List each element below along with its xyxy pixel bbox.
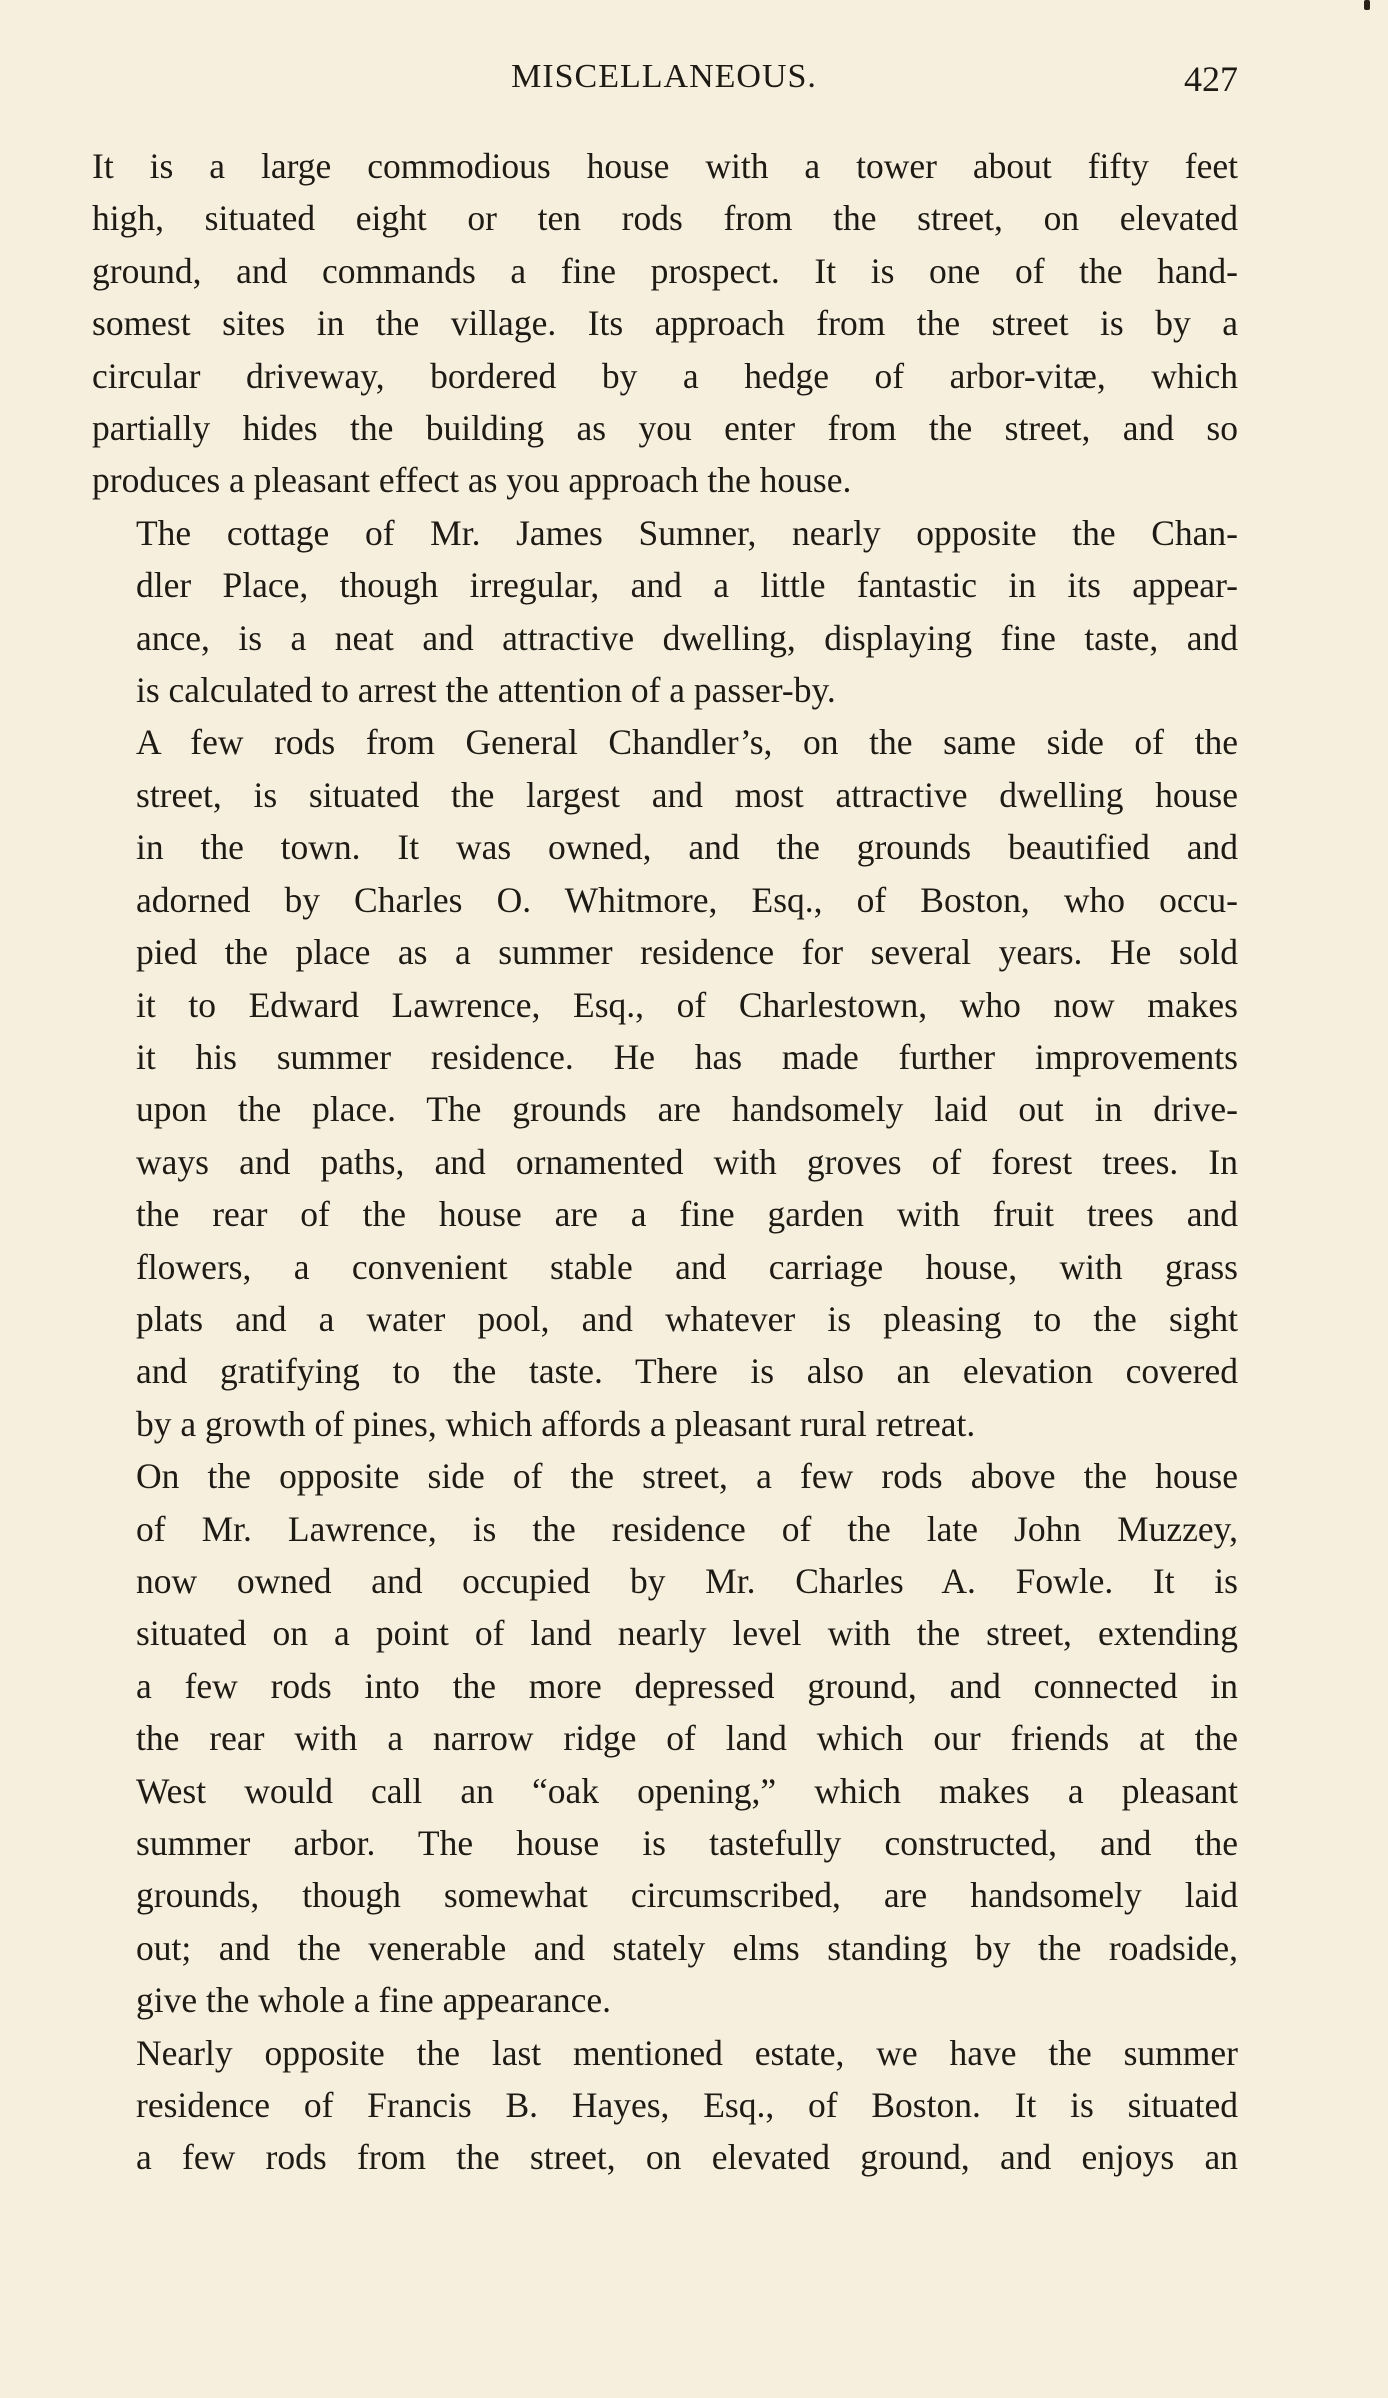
text-line: The cottage of Mr. James Sumner, nearly opposite the Chan- xyxy=(136,512,1238,553)
text-line: dler Place, though irregular, and a little fantastic in its appear- xyxy=(136,565,1238,606)
text-line: the rear with a narrow ridge of land which our friends at the xyxy=(136,1718,1238,1759)
paragraph xyxy=(92,716,1238,1450)
text-line: a few rods into the more depressed ground, and connected in xyxy=(136,1665,1238,1706)
text-line: summer arbor. The house is tastefully constructed, and the xyxy=(136,1823,1238,1863)
text-line: ground, and commands a fine prospect. It is one of the hand- xyxy=(92,250,1238,291)
text-line: ways and paths, and ornamented with groves of forest trees. In xyxy=(136,1141,1238,1182)
text-line: upon the place. The grounds are handsomely laid out in drive- xyxy=(136,1089,1238,1130)
paragraph xyxy=(92,2027,1238,2184)
text-line: it to Edward Lawrence, Esq., of Charlestown, who now makes xyxy=(136,984,1238,1025)
text-line: ance, is a neat and attractive dwelling, displaying fine taste, and xyxy=(136,617,1238,658)
text-line: pied the place as a summer residence for several years. He sold xyxy=(136,932,1238,973)
text-line: grounds, though somewhat circumscribed, are handsomely laid xyxy=(136,1875,1238,1916)
text-line: now owned and occupied by Mr. Charles A. Fowle. It is xyxy=(136,1560,1238,1601)
text-line: produces a pleasant effect as you approach the house. xyxy=(92,460,852,501)
ink-speck xyxy=(1364,0,1370,10)
text-line: somest sites in the village. Its approach from the street is by a xyxy=(92,303,1238,344)
running-title: MISCELLANEOUS. xyxy=(511,58,817,95)
body-text xyxy=(92,140,1238,2184)
paragraph xyxy=(92,1450,1238,2026)
text-line: Nearly opposite the last mentioned estate, we have the summer xyxy=(136,2032,1238,2073)
paragraph xyxy=(92,507,1238,717)
text-line: give the whole a fine appearance. xyxy=(136,1980,612,2021)
text-line: of Mr. Lawrence, is the residence of the late John Muzzey, xyxy=(136,1508,1238,1549)
text-line: out; and the venerable and stately elms standing by the roadside, xyxy=(136,1927,1238,1968)
text-line: partially hides the building as you enter from the street, and so xyxy=(92,408,1238,449)
text-line: the rear of the house are a fine garden with fruit trees and xyxy=(136,1194,1238,1235)
text-line: circular driveway, bordered by a hedge of arbor-vitæ, which xyxy=(92,355,1238,396)
text-line: plats and a water pool, and whatever is pleasing to the sight xyxy=(136,1298,1238,1339)
paragraph xyxy=(92,140,1238,507)
text-line: and gratifying to the taste. There is also an elevation covered xyxy=(136,1351,1238,1392)
text-line: adorned by Charles O. Whitmore, Esq., of Boston, who occu- xyxy=(136,879,1238,920)
text-line: street, is situated the largest and most attractive dwelling house xyxy=(136,774,1238,815)
text-line: West would call an “oak opening,” which makes a pleasant xyxy=(136,1770,1238,1811)
text-line: it his summer residence. He has made further improvements xyxy=(136,1036,1238,1077)
text-line: high, situated eight or ten rods from the street, on elevated xyxy=(92,198,1238,239)
text-line: a few rods from the street, on elevated ground, and enjoys an xyxy=(136,2137,1238,2178)
text-line: is calculated to arrest the attention of a passer-by. xyxy=(136,670,836,711)
text-line: It is a large commodious house with a tower about fifty feet xyxy=(92,146,1238,186)
text-line: situated on a point of land nearly level with the street, extending xyxy=(136,1613,1238,1654)
text-line: by a growth of pines, which affords a pleasant rural retreat. xyxy=(136,1403,976,1444)
text-line: flowers, a convenient stable and carriage house, with grass xyxy=(136,1246,1238,1287)
page-number: 427 xyxy=(1184,59,1238,99)
text-line: A few rods from General Chandler’s, on the same side of the xyxy=(136,722,1238,763)
text-line: On the opposite side of the street, a few rods above the house xyxy=(136,1456,1238,1497)
text-line: residence of Francis B. Hayes, Esq., of Boston. It is situated xyxy=(136,2085,1238,2126)
text-line: in the town. It was owned, and the grounds beautified and xyxy=(136,827,1238,868)
running-head xyxy=(90,58,1238,108)
